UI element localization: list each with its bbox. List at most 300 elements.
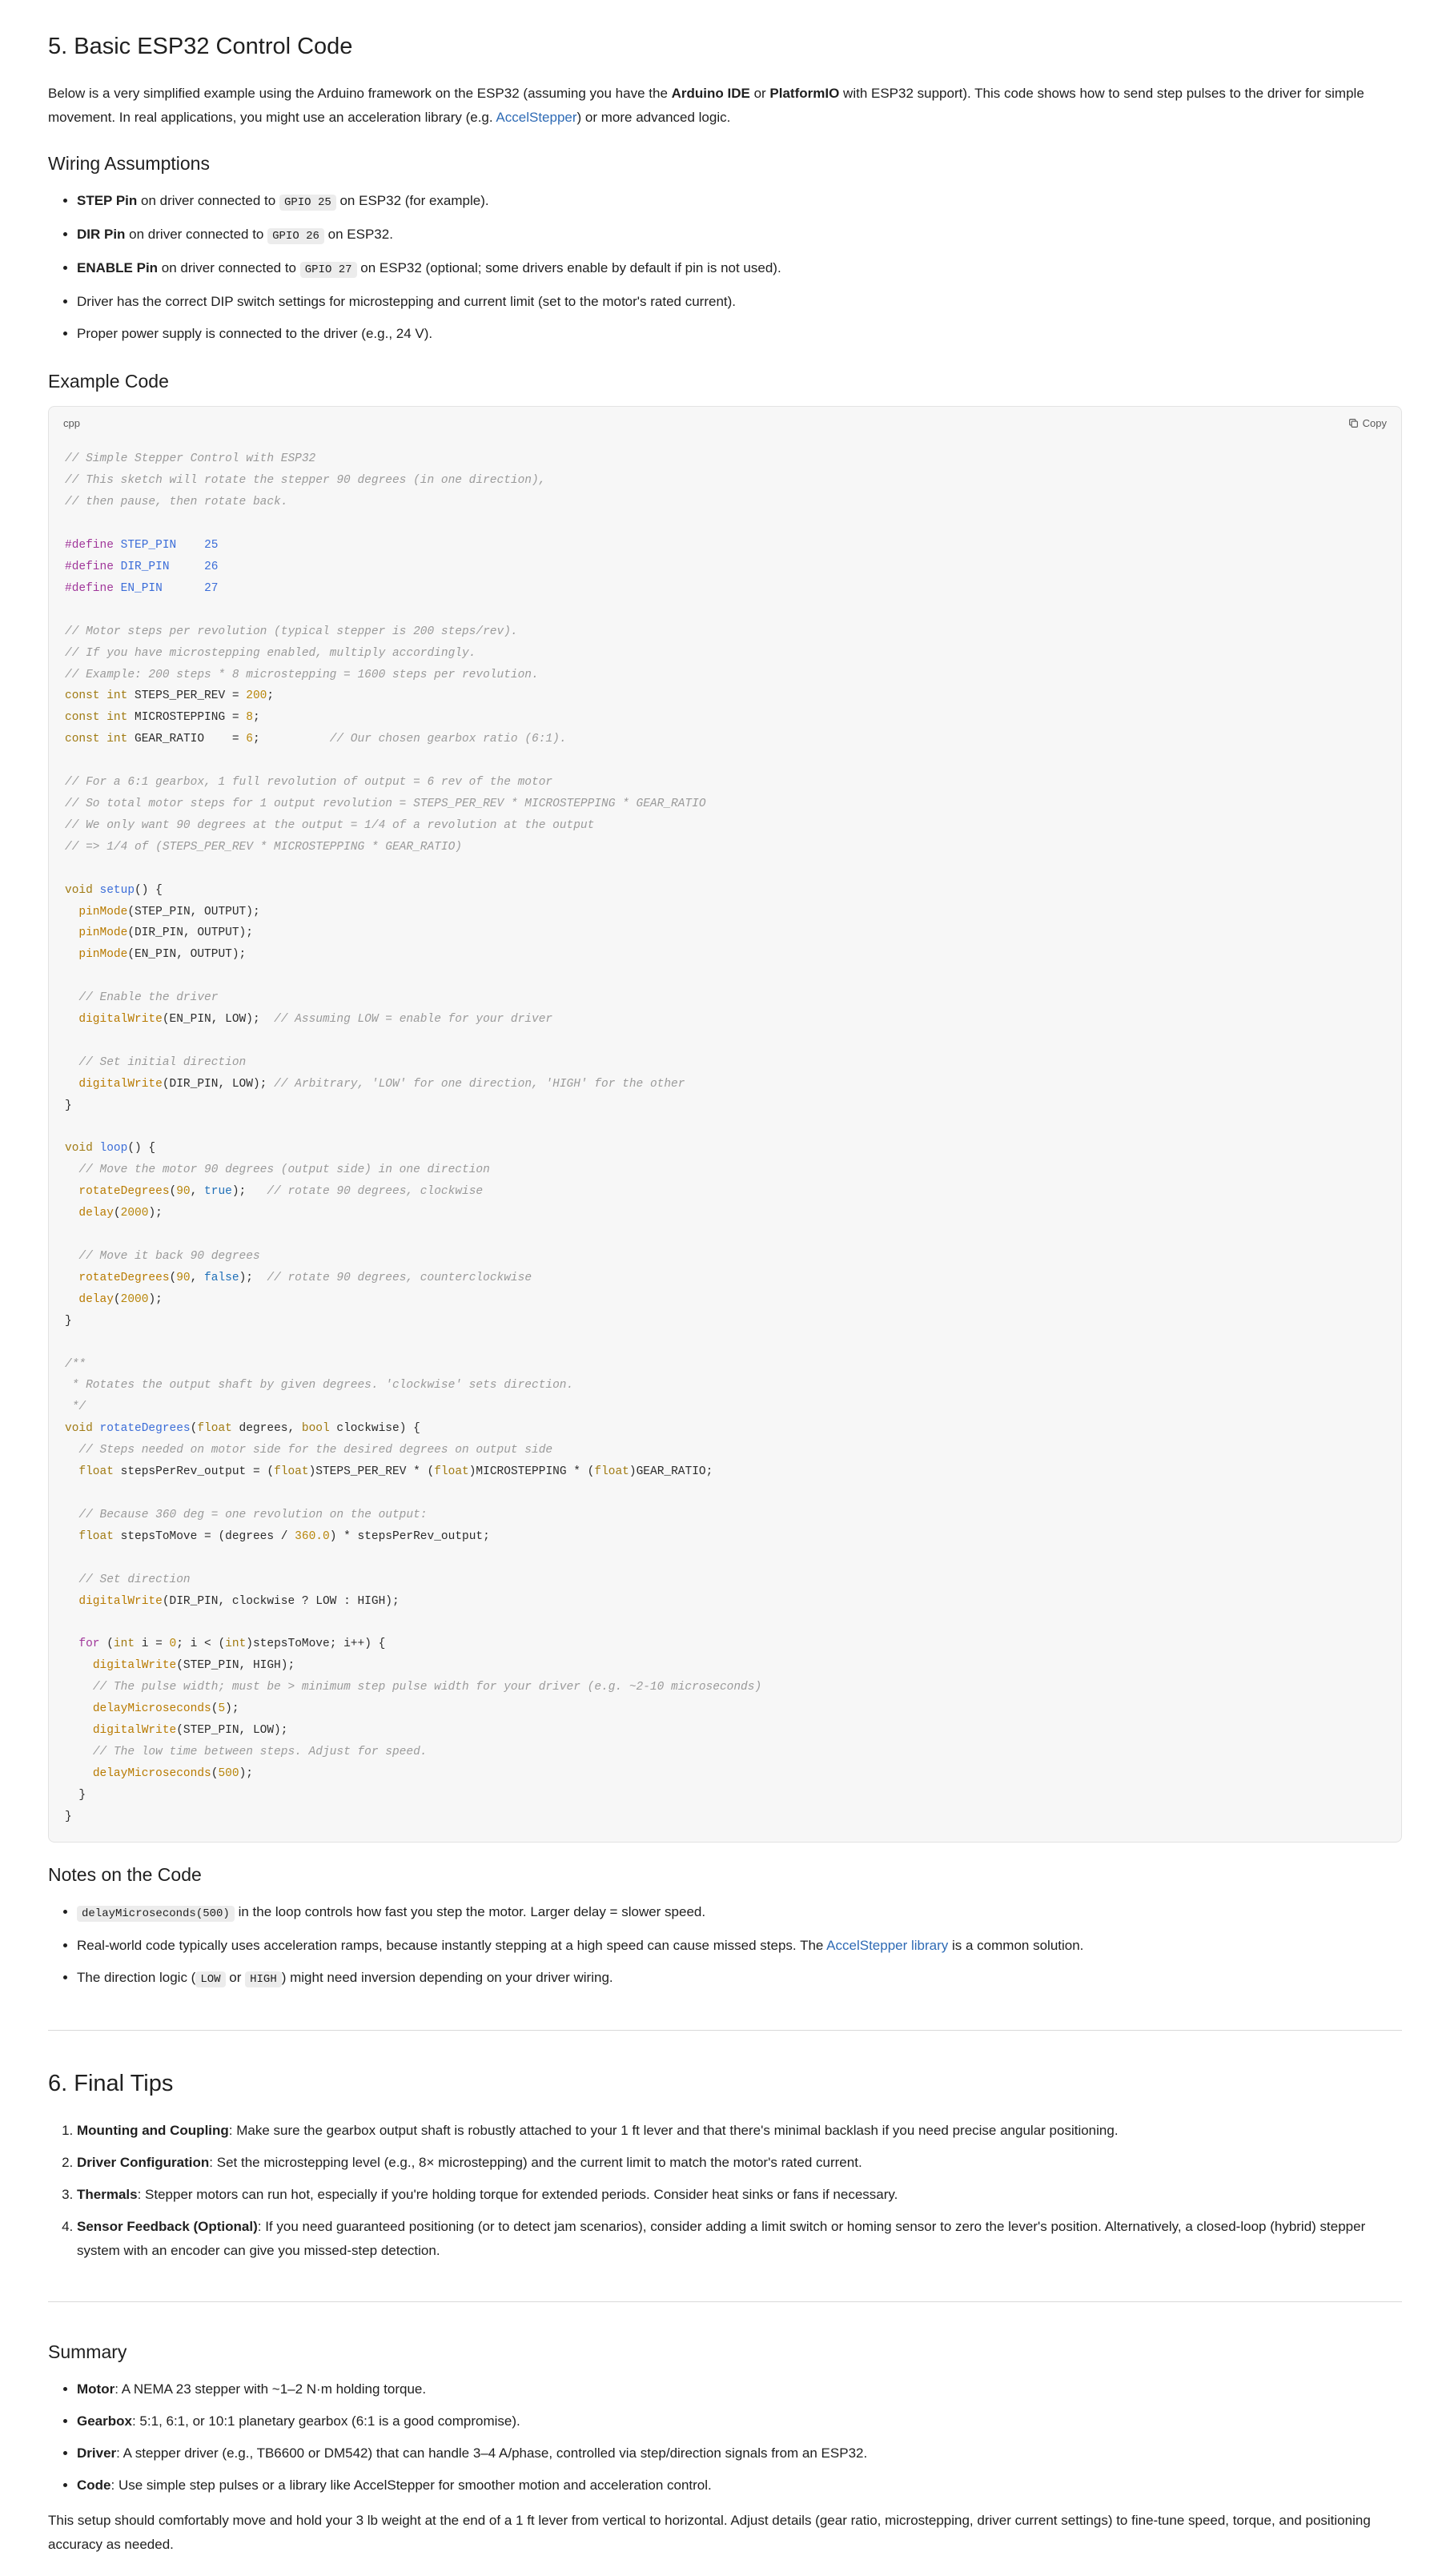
code-token: float (434, 1465, 469, 1479)
code-token: )MICROSTEPPING * ( (468, 1465, 595, 1479)
code-line (65, 1315, 72, 1328)
code-token: 500 (218, 1766, 239, 1780)
code-token: int (113, 1638, 135, 1651)
code-token: ); (225, 1702, 239, 1716)
list-item (77, 1934, 1402, 1958)
code-line (65, 1078, 685, 1091)
code-token: ( (190, 1422, 198, 1436)
code-token: pinMode (78, 905, 128, 918)
code-token: ; (252, 711, 260, 725)
code-token: // Set initial direction (78, 1055, 247, 1069)
code-token: */ (65, 1401, 86, 1414)
code-token: /** (65, 1357, 86, 1371)
code-token: ; (267, 689, 275, 703)
code-token (65, 1638, 78, 1650)
code-line (65, 1444, 552, 1457)
code-token: for (78, 1638, 100, 1651)
code-line (65, 582, 218, 595)
code-token: 8 (246, 711, 253, 725)
code-token (65, 1509, 78, 1521)
code-token: 26 (204, 561, 219, 573)
item-bold: Mounting and Coupling (77, 2123, 229, 2139)
code-line (65, 841, 462, 854)
copy-button[interactable] (1348, 417, 1387, 429)
code-line (65, 1789, 86, 1802)
code-token: bool (301, 1422, 330, 1436)
code-token: delayMicroseconds (92, 1766, 211, 1780)
code-token (170, 561, 205, 573)
code-token: ); (239, 1271, 267, 1284)
item-text: on driver connected to (137, 192, 279, 208)
tips-list (48, 2119, 1402, 2263)
inline-code: GPIO 27 (300, 262, 357, 278)
code-token (65, 1659, 93, 1672)
code-token: DIR_PIN (120, 561, 170, 573)
code-token: rotateDegrees (78, 1271, 170, 1284)
inline-code: delayMicroseconds(500) (77, 1906, 235, 1922)
item-text: : Use simple step pulses or a library like AccelStepper for smoother motion and acceleration control. (110, 2477, 712, 2493)
code-token: 0 (169, 1638, 177, 1651)
item-bold: Thermals (77, 2187, 138, 2203)
code-block (48, 406, 1402, 1843)
code-token (65, 1465, 78, 1478)
intro-text: Below is a very simplified example using the Arduino framework on the ESP32 (assuming you have the (48, 85, 672, 101)
list-item (77, 2409, 1402, 2433)
code-token: MICROSTEPPING = (127, 711, 247, 725)
code-token (65, 1056, 78, 1069)
item-text: in the loop controls how fast you step the motor. Larger delay = slower speed. (234, 1904, 706, 1920)
code-token (65, 1746, 93, 1758)
code-token: // then pause, then rotate back. (65, 496, 288, 509)
item-bold: Driver Configuration (77, 2155, 210, 2171)
code-token: ( (113, 1207, 121, 1220)
code-line (65, 1099, 72, 1112)
list-item (77, 2119, 1402, 2143)
wiring-heading: Wiring Assumptions (48, 152, 210, 174)
notes-list (48, 1900, 1402, 1991)
code-token (65, 1250, 78, 1263)
code-token (100, 733, 107, 745)
code-line (65, 1013, 552, 1026)
code-token: EN_PIN (120, 581, 163, 595)
code-token: delay (78, 1292, 114, 1306)
code-content[interactable] (49, 439, 1401, 1842)
code-line (65, 1272, 532, 1284)
list-item (77, 1966, 1402, 1991)
code-token: 2000 (120, 1207, 149, 1220)
code-token: float (78, 1529, 114, 1543)
copy-icon (1348, 418, 1359, 428)
code-token (65, 1078, 78, 1091)
item-bold: Sensor Feedback (Optional) (77, 2219, 258, 2235)
item-text: on driver connected to (158, 259, 300, 275)
intro-text: ) or more advanced logic. (576, 109, 731, 125)
code-token (65, 926, 78, 939)
item-text: ) might need inversion depending on your driver wiring. (281, 1970, 613, 1986)
code-token: int (225, 1638, 247, 1651)
list-item (77, 2151, 1402, 2175)
code-token: // => 1/4 of (STEPS_PER_REV * MICROSTEPPING * GEAR_RATIO) (65, 840, 462, 854)
code-token: , (190, 1271, 205, 1284)
list-item (77, 189, 1402, 215)
intro-text: or (749, 85, 770, 101)
code-token: (STEP_PIN, OUTPUT); (127, 905, 260, 918)
list-item (77, 2377, 1402, 2401)
code-token (114, 561, 121, 573)
code-line (65, 647, 476, 660)
code-line (65, 1250, 260, 1263)
code-token (100, 689, 107, 702)
section-5-intro (48, 82, 1402, 130)
code-token (65, 1185, 78, 1198)
code-token: // rotate 90 degrees, clockwise (267, 1185, 484, 1199)
code-line (65, 1207, 163, 1220)
code-token: (STEP_PIN, HIGH); (176, 1659, 295, 1673)
inline-code: LOW (195, 1971, 225, 1987)
code-token: 90 (176, 1185, 191, 1199)
code-token: * Rotates the output shaft by given degrees. 'clockwise' sets direction. (65, 1379, 574, 1392)
code-line (65, 1185, 483, 1198)
summary-list (48, 2377, 1402, 2498)
code-token (93, 1422, 100, 1435)
list-item: • Driver has the correct DIP switch settings for microstepping and current limit (set to the motor's rated current). (77, 290, 1402, 314)
code-token (176, 539, 204, 552)
item-bold: Driver (77, 2445, 117, 2461)
code-token (65, 991, 78, 1004)
code-line (65, 1465, 713, 1478)
code-token: )STEPS_PER_REV * ( (308, 1465, 435, 1479)
code-line (65, 926, 253, 939)
accelstepper-library-link[interactable]: AccelStepper library (826, 1938, 949, 1954)
code-token: (STEP_PIN, LOW); (176, 1723, 288, 1737)
code-token (65, 1163, 78, 1176)
code-token: void (65, 1142, 93, 1155)
code-token: (DIR_PIN, clockwise ? LOW : HIGH); (162, 1594, 400, 1608)
code-line (65, 1638, 385, 1650)
code-token: ); (148, 1207, 163, 1220)
code-token: ); (239, 1766, 253, 1780)
example-code-heading: Example Code (48, 370, 169, 392)
code-line (65, 776, 552, 789)
code-line (65, 474, 545, 487)
code-token: stepsPerRev_output = ( (113, 1465, 275, 1479)
code-token: } (65, 1788, 86, 1802)
item-bold: STEP Pin (77, 192, 138, 208)
item-text: : A NEMA 23 stepper with ~1–2 N·m holding torque. (114, 2381, 427, 2397)
code-token: digitalWrite (92, 1659, 177, 1673)
intro-bold-arduino: Arduino IDE (671, 85, 750, 101)
item-text: on ESP32. (323, 226, 393, 242)
code-line (65, 1681, 761, 1694)
code-line (65, 1293, 163, 1306)
code-token: () { (127, 1142, 156, 1155)
code-token (65, 1272, 78, 1284)
code-token: ( (211, 1766, 219, 1780)
code-token: #define (65, 581, 114, 595)
code-token: ); (148, 1292, 163, 1306)
divider (48, 2301, 1402, 2302)
code-token (65, 1293, 78, 1306)
code-token: STEP_PIN (120, 539, 177, 553)
code-token: GEAR_RATIO = (127, 733, 247, 746)
code-token: 6 (246, 733, 253, 746)
code-token: // Arbitrary, 'LOW' for one direction, 'HIGH' for the other (274, 1077, 685, 1091)
list-item (77, 1900, 1402, 1926)
code-token: float (78, 1465, 114, 1479)
section-6-title: 6. Final Tips (48, 2071, 174, 2097)
code-token: (EN_PIN, OUTPUT); (127, 948, 247, 962)
code-token: // Assuming LOW = enable for your driver (274, 1013, 553, 1027)
code-token (65, 1681, 93, 1694)
code-token: i = (135, 1638, 170, 1651)
code-token: delay (78, 1207, 114, 1220)
code-token: // If you have microstepping enabled, multiply accordingly. (65, 646, 476, 660)
code-token: digitalWrite (78, 1594, 163, 1608)
code-line (65, 1746, 427, 1758)
code-token: true (204, 1185, 232, 1199)
code-token: 25 (204, 539, 219, 553)
code-token (65, 1573, 78, 1586)
wiring-list (48, 189, 1402, 346)
item-bold: Gearbox (77, 2413, 132, 2429)
code-token: (EN_PIN, LOW); (162, 1013, 275, 1027)
code-token: clockwise) { (329, 1422, 420, 1436)
code-token: const (65, 711, 100, 725)
code-block-header (49, 407, 1401, 439)
list-item (77, 256, 1402, 282)
item-bold: Code (77, 2477, 111, 2493)
code-line (65, 1810, 72, 1823)
code-line (65, 1767, 253, 1780)
section-5-title: 5. Basic ESP32 Control Code (48, 34, 353, 59)
code-line (65, 991, 218, 1004)
code-line (65, 1401, 86, 1413)
code-token (65, 1013, 78, 1026)
code-token: pinMode (78, 926, 128, 940)
code-token: rotateDegrees (99, 1422, 191, 1436)
code-token: #define (65, 539, 114, 553)
code-token: // For a 6:1 gearbox, 1 full revolution of output = 6 rev of the motor (65, 776, 553, 790)
code-token (65, 1724, 93, 1737)
code-token: ( (169, 1271, 177, 1284)
code-token: ( (99, 1638, 114, 1651)
code-token (65, 1207, 78, 1220)
code-token: float (594, 1465, 629, 1479)
item-text: : Make sure the gearbox output shaft is robustly attached to your 1 ft lever and that there's minimal backlash if you need precise angular positioning. (228, 2123, 1119, 2139)
code-token (93, 884, 100, 897)
inline-code: GPIO 26 (267, 228, 324, 244)
code-token: ; i < ( (176, 1638, 226, 1651)
code-token: // Enable the driver (78, 991, 219, 1005)
accelstepper-link[interactable]: AccelStepper (496, 109, 577, 125)
item-text: Real-world code typically uses acceleration ramps, because instantly stepping at a high speed can cause missed steps. The (77, 1938, 827, 1954)
code-token: ( (169, 1185, 177, 1199)
code-token: 200 (246, 689, 267, 703)
copy-label: Copy (1362, 416, 1387, 429)
code-line (65, 1724, 287, 1737)
code-token (65, 1444, 78, 1457)
code-token: false (204, 1271, 239, 1284)
code-token (65, 1767, 93, 1780)
code-token (65, 948, 78, 961)
list-item (77, 2474, 1402, 2498)
code-line (65, 625, 518, 638)
code-token: // Simple Stepper Control with ESP32 (65, 452, 316, 466)
code-token: 5 (218, 1702, 226, 1716)
code-token (65, 906, 78, 918)
code-token: int (106, 689, 128, 703)
code-line (65, 1056, 246, 1069)
code-line (65, 1163, 490, 1176)
code-token: // We only want 90 degrees at the output = 1/4 of a revolution at the output (65, 818, 595, 832)
code-line (65, 819, 594, 832)
intro-bold-platformio: PlatformIO (769, 85, 840, 101)
code-token: // The low time between steps. Adjust for speed. (92, 1745, 428, 1758)
code-line (65, 1379, 573, 1392)
code-line (65, 906, 260, 918)
inline-code: HIGH (245, 1971, 282, 1987)
code-token: ( (113, 1292, 121, 1306)
code-token: STEPS_PER_REV = (127, 689, 247, 703)
code-token (93, 1142, 100, 1155)
item-text: : If you need guaranteed positioning (or to detect jam scenarios), consider adding a limit switch or homing sensor to zero the lever's position. Alternatively, a closed-loop (hybrid) stepper system with an encoder can give you missed-step detection. (77, 2219, 1366, 2259)
code-line (65, 496, 287, 508)
code-token: // Move the motor 90 degrees (output side) in one direction (78, 1163, 490, 1177)
item-text: is a common solution. (948, 1938, 1084, 1954)
code-line (65, 452, 315, 465)
code-token (114, 582, 121, 595)
item-bold: DIR Pin (77, 226, 126, 242)
code-token: // The pulse width; must be > minimum step pulse width for your driver (e.g. ~2-10 microseconds) (92, 1681, 762, 1694)
code-token: ; (252, 733, 330, 746)
code-line (65, 1595, 400, 1608)
code-token: 90 (176, 1271, 191, 1284)
code-token: // Move it back 90 degrees (78, 1250, 260, 1263)
code-token: rotateDegrees (78, 1185, 170, 1199)
intro-text: with ESP32 support). This code shows how to send step pulses to the driver for simple movement. In real applications, you might use an acceleration library (e.g. (48, 85, 1364, 125)
code-token: )stepsToMove; i++) { (246, 1638, 386, 1651)
code-token: digitalWrite (92, 1723, 177, 1737)
code-token: #define (65, 561, 114, 573)
code-line (65, 798, 706, 810)
divider (48, 2030, 1402, 2031)
item-text: on ESP32 (for example). (335, 192, 489, 208)
code-token (65, 1702, 93, 1715)
code-token: void (65, 1422, 93, 1436)
code-token (114, 539, 121, 552)
code-token: setup (99, 883, 135, 897)
list-item (77, 2183, 1402, 2207)
code-token: digitalWrite (78, 1013, 163, 1027)
item-text: : Set the microstepping level (e.g., 8× microstepping) and the current limit to match the motor's rated current. (209, 2155, 862, 2171)
code-token: , (190, 1185, 205, 1199)
code-token: // This sketch will rotate the stepper 90 degrees (in one direction), (65, 474, 546, 488)
code-token: digitalWrite (78, 1077, 163, 1091)
code-token: } (65, 1314, 72, 1328)
code-token: ); (231, 1185, 267, 1199)
summary-heading: Summary (48, 2341, 127, 2363)
code-line (65, 1530, 490, 1543)
item-text: : 5:1, 6:1, or 10:1 planetary gearbox (6:1 is a good compromise). (131, 2413, 520, 2429)
code-line (65, 1573, 191, 1586)
code-token: loop (99, 1142, 128, 1155)
item-text: : A stepper driver (e.g., TB6600 or DM542) that can handle 3–4 A/phase, controlled via step/direction signals from an ESP32. (116, 2445, 868, 2461)
item-text: The direction logic ( (77, 1970, 196, 1986)
code-line (65, 1142, 155, 1155)
code-token: int (106, 711, 128, 725)
code-line (65, 689, 274, 702)
code-token: // Our chosen gearbox ratio (6:1). (329, 733, 567, 746)
code-line (65, 948, 246, 961)
code-token (65, 1595, 78, 1608)
code-token: ) * stepsPerRev_output; (329, 1529, 490, 1543)
notes-heading: Notes on the Code (48, 1864, 202, 1886)
code-token: // Set direction (78, 1573, 191, 1586)
code-line (65, 884, 163, 897)
inline-code: GPIO 25 (279, 195, 336, 211)
item-bold: Motor (77, 2381, 115, 2397)
code-token: // Steps needed on motor side for the desired degrees on output side (78, 1444, 553, 1457)
code-line (65, 711, 260, 724)
code-token: stepsToMove = (degrees / (113, 1529, 295, 1543)
item-text: on driver connected to (125, 226, 268, 242)
code-token: 27 (204, 581, 219, 595)
code-token: const (65, 689, 100, 703)
code-token: float (197, 1422, 232, 1436)
code-line (65, 669, 539, 681)
code-token: float (274, 1465, 309, 1479)
list-item (77, 223, 1402, 248)
code-token: ( (211, 1702, 219, 1716)
code-line (65, 561, 218, 573)
code-line (65, 1358, 86, 1371)
code-token: (DIR_PIN, OUTPUT); (127, 926, 253, 940)
code-token: } (65, 1099, 72, 1112)
code-token: 2000 (120, 1292, 149, 1306)
code-token: (DIR_PIN, LOW); (162, 1077, 275, 1091)
code-token (163, 582, 204, 595)
code-line (65, 1509, 427, 1521)
code-token: } (65, 1810, 72, 1823)
code-token: // Because 360 deg = one revolution on the output: (78, 1508, 428, 1521)
code-token: () { (135, 883, 163, 897)
code-token: void (65, 883, 93, 897)
item-bold: ENABLE Pin (77, 259, 159, 275)
code-line (65, 733, 567, 745)
code-token: // Example: 200 steps * 8 microstepping = 1600 steps per revolution. (65, 668, 539, 681)
code-token: delayMicroseconds (92, 1702, 211, 1716)
code-token: pinMode (78, 948, 128, 962)
code-token: )GEAR_RATIO; (629, 1465, 713, 1479)
code-token: // Motor steps per revolution (typical stepper is 200 steps/rev). (65, 625, 518, 638)
list-item: • Proper power supply is connected to the driver (e.g., 24 V). (77, 322, 1402, 346)
code-token (65, 1530, 78, 1543)
code-line (65, 1702, 239, 1715)
code-line (65, 1659, 295, 1672)
code-token: const (65, 733, 100, 746)
list-item (77, 2441, 1402, 2465)
code-token: // So total motor steps for 1 output revolution = STEPS_PER_REV * MICROSTEPPING * GEAR_RATIO (65, 797, 706, 810)
code-token: degrees, (231, 1422, 302, 1436)
code-token: int (106, 733, 128, 746)
code-token (100, 711, 107, 724)
item-text: on ESP32 (optional; some drivers enable by default if pin is not used). (356, 259, 781, 275)
code-line (65, 1422, 420, 1435)
code-line (65, 539, 218, 552)
code-language-label: cpp (63, 416, 80, 429)
code-token: 360.0 (295, 1529, 330, 1543)
summary-closing: This setup should comfortably move and hold your 3 lb weight at the end of a 1 ft lever from vertical to horizontal. Adjust details (gear ratio, microstepping, driver current settings) to fine-tune speed, torque, and positioning accuracy as needed. (48, 2512, 1371, 2552)
